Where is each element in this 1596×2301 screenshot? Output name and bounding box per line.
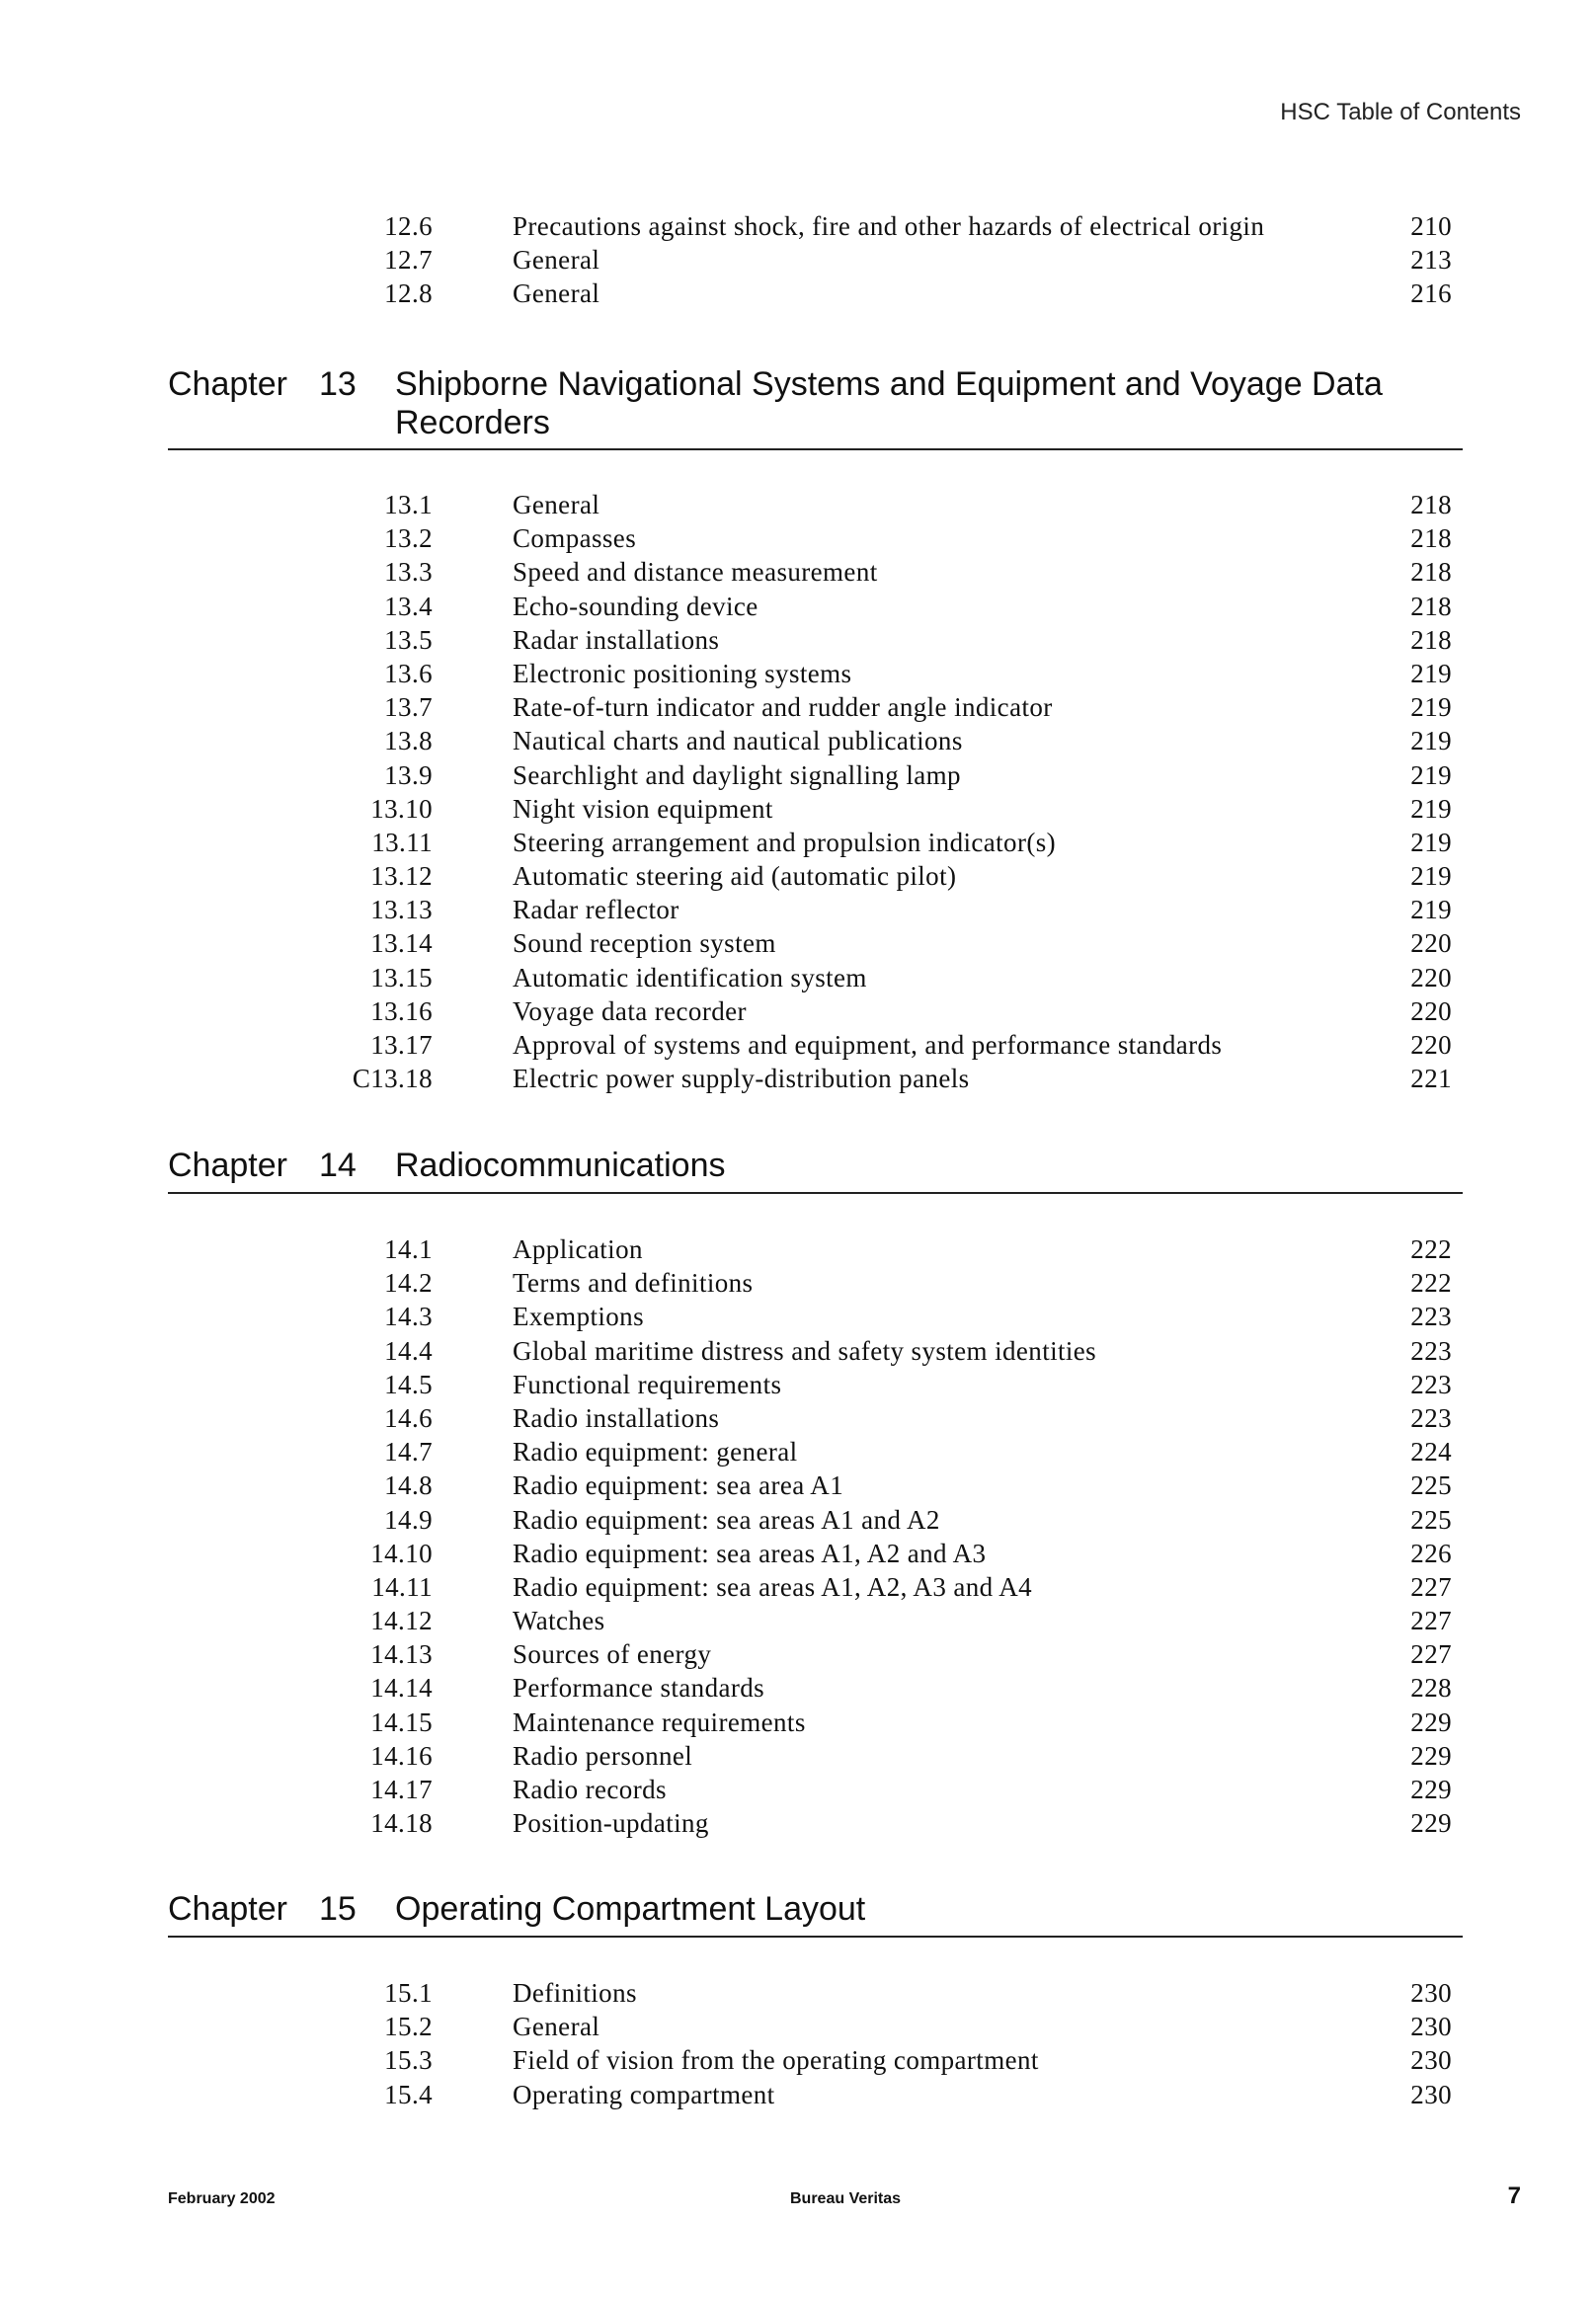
- page-reference: 218: [1410, 591, 1452, 621]
- section-title: Radio equipment: sea areas A1, A2, A3 and A4: [513, 1571, 1033, 1602]
- section-number: 14.2: [384, 1268, 433, 1299]
- section-title: Radio installations: [513, 1402, 720, 1433]
- page-reference: 219: [1410, 692, 1452, 723]
- section-title: Night vision equipment: [513, 793, 773, 824]
- page-reference: 227: [1410, 1571, 1452, 1602]
- page-reference: 229: [1410, 1808, 1452, 1839]
- page-reference: 223: [1410, 1335, 1452, 1366]
- toc-entry[interactable]: [0, 1302, 1596, 1335]
- page-reference: 230: [1410, 2012, 1452, 2042]
- section-number: 14.5: [384, 1369, 433, 1399]
- chapter-title: Radiocommunications: [395, 1147, 726, 1184]
- toc-entry[interactable]: [0, 1775, 1596, 1808]
- toc-entry[interactable]: [0, 726, 1596, 759]
- page-reference: 230: [1410, 2045, 1452, 2076]
- toc-entry[interactable]: [0, 245, 1596, 278]
- section-number: 13.5: [384, 624, 433, 655]
- section-number: 13.17: [370, 1030, 433, 1060]
- section-number: 15.4: [384, 2079, 433, 2109]
- section-title: General: [513, 2012, 600, 2042]
- section-title: Radio equipment: general: [513, 1437, 798, 1468]
- page-reference: 222: [1410, 1268, 1452, 1299]
- page-reference: 219: [1410, 759, 1452, 790]
- section-number: 13.15: [370, 962, 433, 992]
- section-title: Watches: [513, 1606, 605, 1636]
- toc-entry[interactable]: [0, 1030, 1596, 1064]
- toc-entry[interactable]: [0, 1673, 1596, 1706]
- footer-date: February 2002: [168, 2190, 276, 2207]
- chapter-label: Chapter: [168, 1890, 287, 1928]
- page-reference: 218: [1410, 490, 1452, 519]
- section-number: 13.6: [384, 658, 433, 688]
- section-number: 12.7: [384, 245, 433, 276]
- section-title: Electric power supply-distribution panels: [513, 1064, 970, 1094]
- page-reference: 219: [1410, 726, 1452, 756]
- section-number: 15.1: [384, 1978, 433, 2008]
- section-title: Performance standards: [513, 1673, 765, 1704]
- toc-entry[interactable]: [0, 895, 1596, 928]
- toc-entry[interactable]: [0, 1403, 1596, 1437]
- chapter-label: Chapter: [168, 1147, 287, 1184]
- page-reference: 216: [1410, 278, 1452, 309]
- page-reference: 219: [1410, 861, 1452, 892]
- section-number: 13.7: [384, 692, 433, 723]
- toc-entry[interactable]: [0, 1437, 1596, 1470]
- chapter-15-heading: [168, 1890, 1463, 1938]
- page-reference: 210: [1410, 211, 1452, 241]
- section-number: 14.18: [370, 1808, 433, 1839]
- toc-section-chapter-15: [0, 1978, 1596, 2113]
- toc-entry[interactable]: [0, 1539, 1596, 1572]
- chapter-label: Chapter: [168, 365, 287, 403]
- page-reference: 224: [1410, 1437, 1452, 1468]
- section-number: 14.3: [384, 1302, 433, 1332]
- section-title: Radio records: [513, 1775, 667, 1804]
- section-number: 14.16: [370, 1740, 433, 1771]
- section-number: 14.15: [370, 1706, 433, 1737]
- toc-entry[interactable]: [0, 1370, 1596, 1403]
- page-reference: 225: [1410, 1504, 1452, 1535]
- section-number: 13.3: [384, 557, 433, 588]
- toc-entry[interactable]: [0, 996, 1596, 1030]
- chapter-title: Shipborne Navigational Systems and Equipment and Voyage Data Recorders: [395, 365, 1383, 441]
- section-title: Automatic steering aid (automatic pilot): [513, 861, 957, 892]
- toc-entry[interactable]: [0, 1572, 1596, 1606]
- toc-section-chapter-12-continued: [0, 211, 1596, 313]
- section-title: Steering arrangement and propulsion indicator(s): [513, 827, 1057, 857]
- toc-entry[interactable]: [0, 592, 1596, 625]
- page-reference: 220: [1410, 962, 1452, 992]
- section-title: Precautions against shock, fire and other hazards of electrical origin: [513, 211, 1265, 241]
- footer-page-number: 7: [1507, 2182, 1521, 2209]
- section-title: Radio equipment: sea area A1: [513, 1470, 844, 1501]
- section-title: Voyage data recorder: [513, 995, 747, 1026]
- toc-entry[interactable]: [0, 760, 1596, 794]
- page-reference: 222: [1410, 1234, 1452, 1264]
- page-reference: 219: [1410, 827, 1452, 857]
- section-title: Sound reception system: [513, 928, 776, 959]
- page-reference: 230: [1410, 1978, 1452, 2008]
- toc-entry[interactable]: [0, 1336, 1596, 1370]
- section-title: Approval of systems and equipment, and performance standards: [513, 1030, 1223, 1060]
- toc-entry[interactable]: [0, 1707, 1596, 1741]
- page-reference: 228: [1410, 1673, 1452, 1704]
- toc-entry[interactable]: [0, 794, 1596, 828]
- page-reference: 221: [1410, 1064, 1452, 1094]
- section-title: General: [513, 245, 600, 276]
- toc-entry[interactable]: [0, 1978, 1596, 2012]
- page-reference: 229: [1410, 1740, 1452, 1771]
- section-number: 13.10: [370, 793, 433, 824]
- section-number: 14.1: [384, 1234, 433, 1264]
- toc-entry[interactable]: [0, 2045, 1596, 2079]
- section-title: Sources of energy: [513, 1639, 712, 1670]
- toc-entry[interactable]: [0, 2080, 1596, 2113]
- toc-entry[interactable]: [0, 2012, 1596, 2045]
- chapter-13-heading: [168, 365, 1463, 450]
- section-title: Exemptions: [513, 1302, 644, 1332]
- page-reference: 219: [1410, 895, 1452, 925]
- section-title: General: [513, 278, 600, 309]
- toc-entry[interactable]: [0, 1064, 1596, 1097]
- page-reference: 223: [1410, 1369, 1452, 1399]
- section-number: 15.2: [384, 2012, 433, 2042]
- section-number: 14.11: [371, 1571, 433, 1602]
- page-reference: 225: [1410, 1470, 1452, 1501]
- toc-entry[interactable]: [0, 1808, 1596, 1842]
- section-number: 13.1: [384, 490, 433, 519]
- chapter-title: Operating Compartment Layout: [395, 1890, 866, 1928]
- section-number: 13.13: [370, 895, 433, 925]
- section-title: Terms and definitions: [513, 1268, 754, 1299]
- section-title: Maintenance requirements: [513, 1706, 806, 1737]
- toc-section-chapter-13: [0, 490, 1596, 1097]
- section-number: 13.11: [371, 827, 433, 857]
- page-reference: 218: [1410, 624, 1452, 655]
- chapter-number: 13: [319, 365, 357, 403]
- section-title: Radio equipment: sea areas A1 and A2: [513, 1504, 940, 1535]
- toc-entry[interactable]: [0, 278, 1596, 312]
- section-title: Position-updating: [513, 1808, 709, 1839]
- page-reference: 226: [1410, 1538, 1452, 1568]
- section-title: Global maritime distress and safety system identities: [513, 1335, 1097, 1366]
- toc-entry[interactable]: [0, 523, 1596, 557]
- section-title: Echo-sounding device: [513, 591, 758, 621]
- section-title: Field of vision from the operating compartment: [513, 2045, 1039, 2076]
- section-title: General: [513, 490, 600, 519]
- section-number: 14.9: [384, 1504, 433, 1535]
- toc-entry[interactable]: [0, 1741, 1596, 1775]
- toc-entry[interactable]: [0, 861, 1596, 895]
- page-reference: 227: [1410, 1606, 1452, 1636]
- section-number: 13.8: [384, 726, 433, 756]
- page-reference: 219: [1410, 793, 1452, 824]
- page-reference: 229: [1410, 1706, 1452, 1737]
- page-reference: 219: [1410, 658, 1452, 688]
- toc-entry[interactable]: [0, 659, 1596, 692]
- section-number: 15.3: [384, 2045, 433, 2076]
- chapter-14-heading: [168, 1147, 1463, 1194]
- page-reference: 223: [1410, 1302, 1452, 1332]
- toc-section-chapter-14: [0, 1234, 1596, 1842]
- toc-entry[interactable]: [0, 692, 1596, 726]
- toc-entry[interactable]: [0, 490, 1596, 523]
- section-number: 14.17: [370, 1775, 433, 1804]
- toc-entry[interactable]: [0, 1505, 1596, 1539]
- toc-entry[interactable]: [0, 1234, 1596, 1268]
- page-reference: 230: [1410, 2079, 1452, 2109]
- toc-entry[interactable]: [0, 1470, 1596, 1504]
- chapter-number: 14: [319, 1147, 357, 1184]
- section-number: 14.7: [384, 1437, 433, 1468]
- section-number: 14.6: [384, 1402, 433, 1433]
- section-number: 14.12: [370, 1606, 433, 1636]
- toc-entry[interactable]: [0, 928, 1596, 962]
- section-number: 14.10: [370, 1538, 433, 1568]
- section-number: 12.6: [384, 211, 433, 241]
- toc-entry[interactable]: [0, 1639, 1596, 1673]
- page-reference: 213: [1410, 245, 1452, 276]
- page-reference: 227: [1410, 1639, 1452, 1670]
- section-number: 13.12: [370, 861, 433, 892]
- toc-entry[interactable]: [0, 557, 1596, 591]
- section-title: Functional requirements: [513, 1369, 782, 1399]
- section-title: Speed and distance measurement: [513, 557, 878, 588]
- section-number: 14.4: [384, 1335, 433, 1366]
- section-number: 14.8: [384, 1470, 433, 1501]
- section-number: 13.16: [370, 995, 433, 1026]
- section-title: Searchlight and daylight signalling lamp: [513, 759, 961, 790]
- page-reference: 229: [1410, 1775, 1452, 1804]
- section-title: Operating compartment: [513, 2079, 775, 2109]
- toc-entry[interactable]: [0, 828, 1596, 861]
- section-number: 13.9: [384, 759, 433, 790]
- page-reference: 218: [1410, 557, 1452, 588]
- toc-entry[interactable]: [0, 211, 1596, 245]
- toc-entry[interactable]: [0, 625, 1596, 659]
- page-reference: 220: [1410, 928, 1452, 959]
- section-number: C13.18: [352, 1064, 433, 1094]
- section-number: 13.2: [384, 523, 433, 554]
- chapter-number: 15: [319, 1890, 357, 1928]
- toc-entry[interactable]: [0, 1268, 1596, 1302]
- toc-entry[interactable]: [0, 1606, 1596, 1639]
- section-title: Electronic positioning systems: [513, 658, 852, 688]
- section-title: Radar installations: [513, 624, 720, 655]
- section-number: 14.14: [370, 1673, 433, 1704]
- section-number: 14.13: [370, 1639, 433, 1670]
- section-title: Compasses: [513, 523, 637, 554]
- section-number: 13.4: [384, 591, 433, 621]
- section-title: Radio equipment: sea areas A1, A2 and A3: [513, 1538, 987, 1568]
- section-title: Definitions: [513, 1978, 637, 2008]
- page-reference: 218: [1410, 523, 1452, 554]
- section-title: Nautical charts and nautical publications: [513, 726, 963, 756]
- section-title: Rate-of-turn indicator and rudder angle indicator: [513, 692, 1053, 723]
- running-header: HSC Table of Contents: [1280, 99, 1521, 125]
- section-number: 12.8: [384, 278, 433, 309]
- section-title: Application: [513, 1234, 643, 1264]
- page-reference: 220: [1410, 995, 1452, 1026]
- page-reference: 220: [1410, 1030, 1452, 1060]
- page-reference: 223: [1410, 1402, 1452, 1433]
- section-number: 13.14: [370, 928, 433, 959]
- section-title: Radio personnel: [513, 1740, 693, 1771]
- section-title: Radar reflector: [513, 895, 679, 925]
- footer-publisher: Bureau Veritas: [790, 2190, 902, 2207]
- section-title: Automatic identification system: [513, 962, 867, 992]
- toc-entry[interactable]: [0, 963, 1596, 996]
